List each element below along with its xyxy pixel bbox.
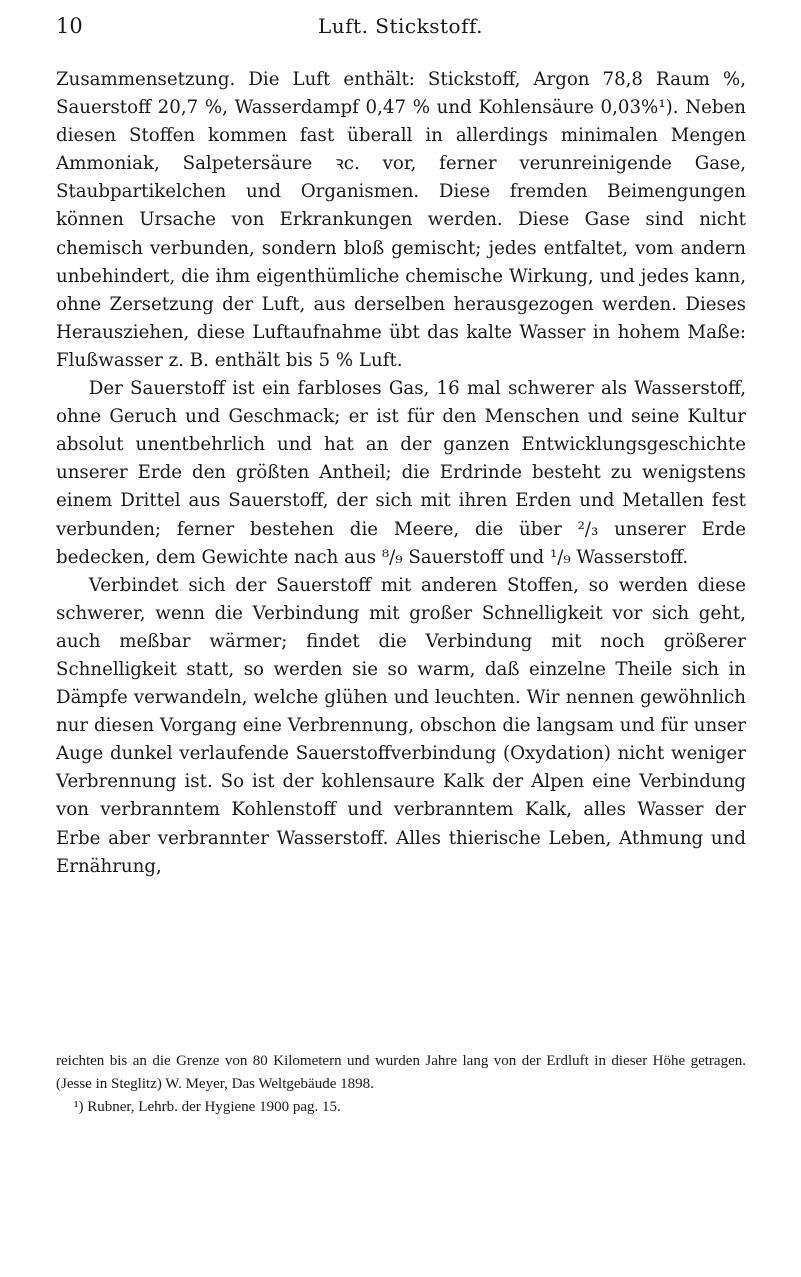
paragraph-oxygen: Der Sauerstoff ist ein farbloses Gas, 16 mal schwerer als Wasserstoff, ohne Geruch und Geschmack; er ist für den Menschen und seine Kultur absolut unentbehrlich und hat an der ganzen Entwicklungsgeschichte unserer Erde den größten Antheil; die Erdrinde besteht zu wenigstens einem Drittel aus Sauerstoff, der sich mit ihren Erden und Metallen fest verbunden; ferner bestehen die Meere, die über ²/₃ unserer Erde bedecken, dem Gewichte nach aus ⁸/₉ Sauerstoff und ¹/₉ Wasserstoff. — [56, 378, 746, 568]
footnotes — [56, 1050, 746, 1119]
body-text — [56, 66, 746, 881]
running-head: Luft. Stickstoff. — [317, 14, 484, 38]
page-header — [56, 14, 745, 40]
footnote-continuation: reichten bis an die Grenze von 80 Kilometern und wurden Jahre lang von der Erdluft in dieser Höhe getragen. (Jesse in Steglitz) W. Meyer, Das Weltgebäude 1898. — [56, 1053, 746, 1092]
paragraph-composition: Zusammensetzung. Die Luft enthält: Stickstoff, Argon 78,8 Raum %, Sauerstoff 20,7 %, Wasserdampf 0,47 % und Kohlensäure 0,03%¹). Neben diesen Stoffen kommen fast überall in allerdings minimalen Mengen Ammoniak, Salpetersäure ꝛc. vor, ferner verunreinigende Gase, Staubpartikelchen und Organismen. Diese fremden Beimengungen können Ursache von Erkrankungen werden. Diese Gase sind nicht chemisch verbunden, sondern bloß gemischt; jedes entfaltet, vom andern unbehindert, die ihm eigenthümliche chemische Wirkung, und jedes kann, ohne Zersetzung der Luft, aus derselben herausgezogen werden. Dieses Herausziehen, diese Luftaufnahme übt das kalte Wasser in hohem Maße: Flußwasser z. B. enthält bis 5 % Luft. — [56, 69, 746, 371]
footnote-1: ¹) Rubner, Lehrb. der Hygiene 1900 pag. 15. — [74, 1099, 341, 1115]
page-number: 10 — [56, 14, 83, 38]
paragraph-combustion: Verbindet sich der Sauerstoff mit anderen Stoffen, so werden diese schwerer, wenn die Verbindung mit großer Schnelligkeit vor sich geht, auch meßbar wärmer; findet die Verbindung mit noch größerer Schnelligkeit statt, so werden sie so warm, daß einzelne Theile sich in Dämpfe verwandeln, welche glühen und leuchten. Wir nennen gewöhnlich nur diesen Vorgang eine Verbrennung, obschon die langsam und für unser Auge dunkel verlaufende Sauerstoffverbindung (Oxydation) nicht weniger Verbrennung ist. So ist der kohlensaure Kalk der Alpen eine Verbindung von verbranntem Kohlenstoff und verbranntem Kalk, alles Wasser der Erbe aber verbrannter Wasserstoff. Alles thierische Leben, Athmung und Ernährung, — [56, 574, 746, 877]
